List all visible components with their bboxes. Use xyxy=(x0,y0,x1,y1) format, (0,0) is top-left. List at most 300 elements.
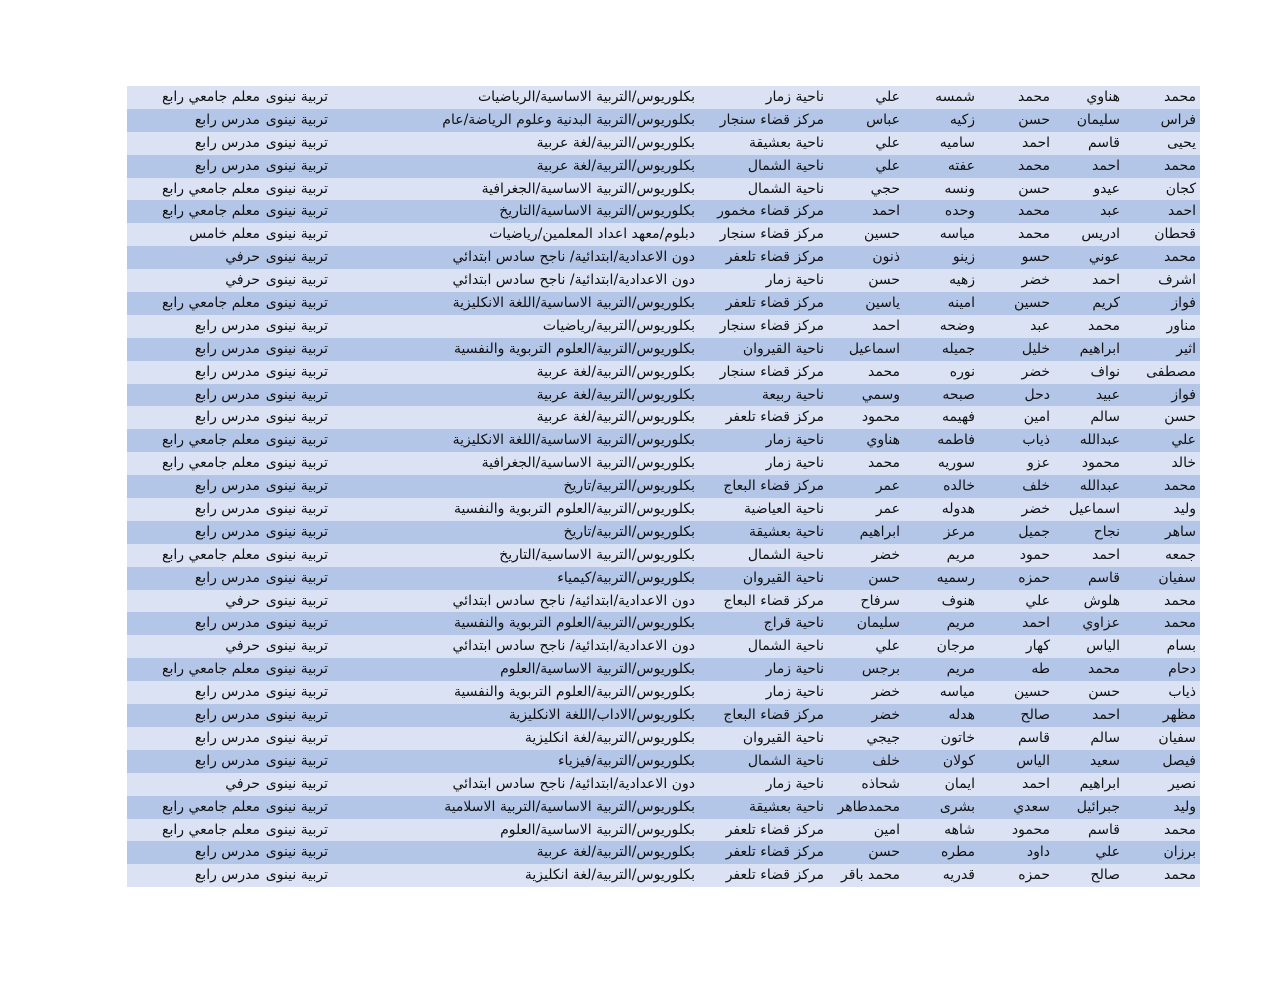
cell-grandfather-name: جميل xyxy=(1018,523,1050,540)
table-row xyxy=(127,635,1200,658)
cell-directorate: تربية نينوى xyxy=(265,340,328,357)
cell-district: ناحية القيروان xyxy=(742,729,824,746)
cell-mother-name: خاتون xyxy=(940,729,975,746)
cell-grandfather-name: امين xyxy=(1023,409,1050,426)
cell-first-name: نصير xyxy=(1168,775,1196,792)
cell-directorate: تربية نينوى xyxy=(265,523,328,540)
table-row xyxy=(127,429,1200,452)
cell-district: مركز قضاء تلعفر xyxy=(725,409,824,426)
cell-father-name: ابراهيم xyxy=(1079,340,1120,357)
cell-district: ناحية الشمال xyxy=(747,157,824,174)
cell-father-name: اسماعيل xyxy=(1068,501,1120,518)
cell-qualification: بكلوريوس/التربية الاساسية/الجغرافية xyxy=(481,455,695,472)
cell-mother-father-name: عباس xyxy=(866,111,900,128)
cell-job-title: مدرس رابع xyxy=(194,478,260,495)
cell-qualification: بكلوريوس/التربية/لغة عربية xyxy=(536,844,695,861)
cell-directorate: تربية نينوى xyxy=(265,867,328,884)
table-row xyxy=(127,864,1200,887)
cell-grandfather-name: عزو xyxy=(1027,455,1050,472)
cell-qualification: دون الاعدادية/ابتدائية/ ناجح سادس ابتدائي xyxy=(452,592,695,609)
cell-job-title: معلم جامعي رابع xyxy=(162,821,260,838)
cell-district: مركز قضاء تلعفر xyxy=(725,821,824,838)
cell-mother-name: فهيمه xyxy=(942,409,975,426)
cell-directorate: تربية نينوى xyxy=(265,729,328,746)
cell-mother-father-name: محمود xyxy=(861,409,900,426)
cell-mother-name: زهيه xyxy=(949,272,975,289)
cell-district: ناحية الشمال xyxy=(747,546,824,563)
cell-first-name: محمد xyxy=(1164,157,1196,174)
cell-mother-name: مريم xyxy=(946,661,975,678)
cell-directorate: تربية نينوى xyxy=(265,569,328,586)
cell-grandfather-name: حسين xyxy=(1013,295,1050,312)
cell-district: مركز قضاء سنجار xyxy=(719,111,824,128)
cell-father-name: احمد xyxy=(1092,546,1120,563)
cell-directorate: تربية نينوى xyxy=(265,546,328,563)
cell-job-title: مدرس رابع xyxy=(194,317,260,334)
cell-mother-father-name: ذنون xyxy=(872,249,900,266)
cell-first-name: محمد xyxy=(1164,249,1196,266)
cell-district: مركز قضاء مخمور xyxy=(717,203,824,220)
cell-father-name: عيدو xyxy=(1093,180,1120,197)
cell-first-name: ذياب xyxy=(1168,684,1196,701)
cell-job-title: معلم جامعي رابع xyxy=(162,89,260,105)
cell-father-name: عبيد xyxy=(1095,386,1120,403)
cell-mother-father-name: علي xyxy=(875,638,900,655)
cell-job-title: مدرس رابع xyxy=(194,340,260,357)
cell-mother-name: وحده xyxy=(944,203,975,220)
cell-grandfather-name: محمد xyxy=(1018,203,1050,220)
cell-mother-name: هنوف xyxy=(941,592,975,609)
cell-grandfather-name: دحل xyxy=(1024,386,1050,403)
cell-mother-name: وضحه xyxy=(939,317,975,334)
cell-directorate: تربية نينوى xyxy=(265,638,328,655)
cell-father-name: جبرائيل xyxy=(1076,798,1120,815)
cell-job-title: معلم جامعي رابع xyxy=(162,203,260,220)
cell-mother-father-name: خضر xyxy=(871,707,900,724)
cell-mother-name: ايمان xyxy=(944,775,975,792)
cell-mother-name: مطره xyxy=(940,844,975,861)
cell-mother-name: خالده xyxy=(943,478,975,495)
cell-first-name: محمد xyxy=(1164,89,1196,105)
cell-father-name: محمود xyxy=(1081,455,1120,472)
cell-directorate: تربية نينوى xyxy=(265,134,328,151)
cell-grandfather-name: خضر xyxy=(1021,501,1050,518)
cell-directorate: تربية نينوى xyxy=(265,180,328,197)
cell-grandfather-name: خضر xyxy=(1021,272,1050,289)
cell-mother-name: زينو xyxy=(952,249,975,266)
cell-job-title: معلم جامعي رابع xyxy=(162,180,260,197)
table-row xyxy=(127,544,1200,567)
cell-district: مركز قضاء سنجار xyxy=(719,226,824,243)
cell-qualification: بكلوريوس/التربية/العلوم التربوية والنفسية xyxy=(453,615,695,632)
cell-qualification: بكلوريوس/الاداب/اللغة الانكليزية xyxy=(508,707,695,724)
cell-qualification: بكلوريوس/التربية الاساسية/التربية الاسلامية xyxy=(444,798,695,815)
cell-mother-name: مريم xyxy=(946,615,975,632)
cell-mother-name: قدريه xyxy=(942,867,975,884)
table-row xyxy=(127,750,1200,773)
cell-mother-father-name: محمدطاهر xyxy=(837,798,900,815)
cell-father-name: ادريس xyxy=(1081,226,1120,243)
cell-directorate: تربية نينوى xyxy=(265,844,328,861)
cell-directorate: تربية نينوى xyxy=(265,661,328,678)
cell-qualification: بكلوريوس/التربية البدنية وعلوم الرياضة/عام xyxy=(442,111,695,128)
cell-job-title: معلم جامعي رابع xyxy=(162,432,260,449)
table-row xyxy=(127,612,1200,635)
table-row xyxy=(127,681,1200,704)
cell-qualification: بكلوريوس/التربية الاساسية/اللغة الانكليزية xyxy=(452,295,695,312)
cell-father-name: سليمان xyxy=(1076,111,1120,128)
cell-mother-father-name: حسين xyxy=(863,226,900,243)
cell-mother-father-name: ابراهيم xyxy=(859,523,900,540)
cell-first-name: حسن xyxy=(1164,409,1196,426)
cell-qualification: بكلوريوس/التربية/لغة انكليزية xyxy=(524,867,695,884)
cell-first-name: ساهر xyxy=(1164,523,1196,540)
cell-mother-name: مياسه xyxy=(939,226,975,243)
cell-job-title: مدرس رابع xyxy=(194,684,260,701)
cell-job-title: مدرس رابع xyxy=(194,409,260,426)
table-row xyxy=(127,567,1200,590)
cell-mother-father-name: محمد xyxy=(868,455,900,472)
cell-job-title: مدرس رابع xyxy=(194,867,260,884)
cell-mother-name: زكيه xyxy=(949,111,975,128)
cell-mother-father-name: سرفاح xyxy=(860,592,900,609)
table-row xyxy=(127,223,1200,246)
cell-father-name: حسن xyxy=(1088,684,1120,701)
cell-first-name: مصطفى xyxy=(1146,363,1196,380)
cell-mother-name: عفته xyxy=(947,157,975,174)
cell-first-name: برزان xyxy=(1163,844,1196,861)
cell-father-name: قاسم xyxy=(1087,821,1120,838)
cell-mother-father-name: هناوي xyxy=(866,432,900,449)
cell-district: ناحية القيروان xyxy=(742,340,824,357)
cell-district: مركز قضاء سنجار xyxy=(719,363,824,380)
cell-grandfather-name: ذياب xyxy=(1022,432,1050,449)
cell-job-title: معلم جامعي رابع xyxy=(162,661,260,678)
cell-qualification: بكلوريوس/التربية/لغة عربية xyxy=(536,157,695,174)
cell-directorate: تربية نينوى xyxy=(265,203,328,220)
cell-district: ناحية زمار xyxy=(765,432,824,449)
cell-mother-name: كولان xyxy=(942,752,975,769)
cell-father-name: الياس xyxy=(1086,638,1120,655)
cell-job-title: مدرس رابع xyxy=(194,134,260,151)
cell-grandfather-name: احمد xyxy=(1022,615,1050,632)
cell-father-name: هلوش xyxy=(1083,592,1120,609)
cell-qualification: بكلوريوس/التربية الاساسية/العلوم xyxy=(500,821,695,838)
cell-district: ناحية الشمال xyxy=(747,752,824,769)
cell-qualification: بكلوريوس/التربية/لغة عربية xyxy=(536,363,695,380)
cell-mother-name: مريم xyxy=(946,546,975,563)
cell-mother-name: امينه xyxy=(947,295,975,312)
cell-qualification: بكلوريوس/التربية الاساسية/الرياضيات xyxy=(477,89,695,105)
cell-first-name: فواز xyxy=(1171,386,1196,403)
table-row xyxy=(127,315,1200,338)
cell-mother-name: مرعز xyxy=(943,523,975,540)
cell-first-name: محمد xyxy=(1164,821,1196,838)
cell-first-name: مظهر xyxy=(1162,707,1196,724)
table-row xyxy=(127,200,1200,223)
cell-directorate: تربية نينوى xyxy=(265,752,328,769)
cell-mother-father-name: عمر xyxy=(875,478,900,495)
table-row xyxy=(127,109,1200,132)
cell-mother-father-name: حسن xyxy=(868,844,900,861)
cell-district: مركز قضاء تلعفر xyxy=(725,844,824,861)
cell-mother-name: ساميه xyxy=(939,134,975,151)
cell-qualification: دون الاعدادية/ابتدائية/ ناجح سادس ابتدائي xyxy=(452,638,695,655)
cell-grandfather-name: طه xyxy=(1031,661,1050,678)
cell-qualification: بكلوريوس/التربية/لغة عربية xyxy=(536,134,695,151)
cell-grandfather-name: داود xyxy=(1026,844,1050,861)
cell-directorate: تربية نينوى xyxy=(265,363,328,380)
cell-directorate: تربية نينوى xyxy=(265,821,328,838)
cell-mother-father-name: خلف xyxy=(872,752,900,769)
cell-directorate: تربية نينوى xyxy=(265,317,328,334)
cell-district: ناحية ربيعة xyxy=(761,386,824,403)
cell-mother-father-name: ياسين xyxy=(865,295,900,312)
cell-district: ناحية زمار xyxy=(765,89,824,105)
table-row xyxy=(127,475,1200,498)
table-row xyxy=(127,86,1200,109)
cell-directorate: تربية نينوى xyxy=(265,615,328,632)
cell-father-name: كريم xyxy=(1092,295,1120,312)
cell-job-title: حرفي xyxy=(225,249,260,266)
cell-mother-father-name: خضر xyxy=(871,546,900,563)
cell-mother-father-name: حسن xyxy=(868,272,900,289)
cell-grandfather-name: كهار xyxy=(1025,638,1050,655)
cell-grandfather-name: حسين xyxy=(1013,684,1050,701)
cell-grandfather-name: حمزه xyxy=(1018,867,1050,884)
cell-job-title: معلم جامعي رابع xyxy=(162,455,260,472)
cell-job-title: مدرس رابع xyxy=(194,386,260,403)
cell-directorate: تربية نينوى xyxy=(265,89,328,105)
cell-first-name: وليد xyxy=(1173,501,1196,518)
cell-mother-father-name: برجس xyxy=(861,661,900,678)
cell-district: مركز قضاء تلعفر xyxy=(725,249,824,266)
cell-job-title: مدرس رابع xyxy=(194,707,260,724)
cell-father-name: عزاوي xyxy=(1082,615,1120,632)
cell-qualification: بكلوريوس/التربية/العلوم التربوية والنفسية xyxy=(453,501,695,518)
cell-first-name: اشرف xyxy=(1158,272,1196,289)
cell-mother-father-name: علي xyxy=(875,157,900,174)
cell-qualification: بكلوريوس/التربية/تاريخ xyxy=(563,523,695,540)
cell-first-name: فراس xyxy=(1160,111,1196,128)
cell-directorate: تربية نينوى xyxy=(265,432,328,449)
cell-job-title: مدرس رابع xyxy=(194,501,260,518)
cell-first-name: بسام xyxy=(1166,638,1196,655)
cell-grandfather-name: عبد xyxy=(1030,317,1050,334)
cell-father-name: سالم xyxy=(1090,729,1120,746)
cell-district: ناحية زمار xyxy=(765,272,824,289)
cell-qualification: بكلوريوس/التربية/العلوم التربوية والنفسية xyxy=(453,684,695,701)
cell-district: مركز قضاء البعاج xyxy=(723,592,824,609)
cell-district: مركز قضاء سنجار xyxy=(719,317,824,334)
cell-district: ناحية بعشيقة xyxy=(749,523,824,540)
cell-district: مركز قضاء تلعفر xyxy=(725,867,824,884)
cell-district: ناحية العياضية xyxy=(743,501,824,518)
cell-qualification: بكلوريوس/التربية الاساسية/اللغة الانكليزية xyxy=(452,432,695,449)
table-row xyxy=(127,246,1200,269)
cell-district: ناحية القيروان xyxy=(742,569,824,586)
cell-district: مركز قضاء البعاج xyxy=(723,707,824,724)
cell-first-name: فيصل xyxy=(1162,752,1196,769)
cell-mother-name: رسميه xyxy=(936,569,975,586)
cell-first-name: محمد xyxy=(1164,867,1196,884)
cell-mother-name: مياسه xyxy=(939,684,975,701)
cell-job-title: حرفي xyxy=(225,272,260,289)
table-row xyxy=(127,452,1200,475)
cell-mother-father-name: عمر xyxy=(875,501,900,518)
table-row xyxy=(127,658,1200,681)
cell-first-name: قحطان xyxy=(1154,226,1196,243)
cell-mother-name: هدله xyxy=(948,707,975,724)
cell-qualification: بكلوريوس/التربية/كيمياء xyxy=(557,569,695,586)
table-row xyxy=(127,132,1200,155)
cell-directorate: تربية نينوى xyxy=(265,295,328,312)
cell-mother-name: ونسه xyxy=(944,180,975,197)
cell-father-name: احمد xyxy=(1092,272,1120,289)
cell-directorate: تربية نينوى xyxy=(265,478,328,495)
cell-grandfather-name: محمد xyxy=(1018,157,1050,174)
cell-grandfather-name: الياس xyxy=(1016,752,1050,769)
cell-qualification: بكلوريوس/التربية الاساسية/العلوم xyxy=(500,661,695,678)
table-row xyxy=(127,727,1200,750)
cell-grandfather-name: علي xyxy=(1025,592,1050,609)
cell-directorate: تربية نينوى xyxy=(265,455,328,472)
cell-grandfather-name: محمد xyxy=(1018,226,1050,243)
cell-grandfather-name: احمد xyxy=(1022,134,1050,151)
cell-job-title: مدرس رابع xyxy=(194,752,260,769)
cell-job-title: معلم جامعي رابع xyxy=(162,798,260,815)
table-row xyxy=(127,841,1200,864)
cell-job-title: مدرس رابع xyxy=(194,615,260,632)
cell-mother-father-name: محمد xyxy=(868,363,900,380)
cell-directorate: تربية نينوى xyxy=(265,272,328,289)
cell-qualification: بكلوريوس/التربية/تاريخ xyxy=(563,478,695,495)
cell-mother-father-name: سليمان xyxy=(856,615,900,632)
cell-job-title: مدرس رابع xyxy=(194,844,260,861)
cell-grandfather-name: حسو xyxy=(1021,249,1050,266)
table-row xyxy=(127,796,1200,819)
cell-father-name: عوني xyxy=(1088,249,1120,266)
cell-job-title: معلم جامعي رابع xyxy=(162,295,260,312)
cell-father-name: عبدالله xyxy=(1079,478,1120,495)
cell-mother-name: جميله xyxy=(941,340,975,357)
cell-qualification: دون الاعدادية/ابتدائية/ ناجح سادس ابتدائي xyxy=(452,249,695,266)
cell-directorate: تربية نينوى xyxy=(265,684,328,701)
cell-grandfather-name: حمزه xyxy=(1018,569,1050,586)
cell-job-title: معلم خامس xyxy=(189,226,260,243)
cell-job-title: مدرس رابع xyxy=(194,157,260,174)
cell-qualification: دون الاعدادية/ابتدائية/ ناجح سادس ابتدائي xyxy=(452,775,695,792)
cell-directorate: تربية نينوى xyxy=(265,775,328,792)
table-row xyxy=(127,292,1200,315)
cell-first-name: كجان xyxy=(1165,180,1196,197)
cell-father-name: قاسم xyxy=(1087,134,1120,151)
cell-job-title: معلم جامعي رابع xyxy=(162,546,260,563)
cell-job-title: حرفي xyxy=(225,638,260,655)
cell-mother-name: صبحه xyxy=(942,386,975,403)
cell-qualification: بكلوريوس/التربية/فيزياء xyxy=(557,752,695,769)
cell-first-name: اثير xyxy=(1176,340,1196,357)
cell-district: ناحية زمار xyxy=(765,775,824,792)
cell-father-name: علي xyxy=(1095,844,1120,861)
cell-mother-father-name: علي xyxy=(875,134,900,151)
cell-district: مركز قضاء تلعفر xyxy=(725,295,824,312)
cell-mother-name: مرجان xyxy=(936,638,975,655)
cell-directorate: تربية نينوى xyxy=(265,386,328,403)
cell-grandfather-name: سعدي xyxy=(1013,798,1050,815)
cell-grandfather-name: احمد xyxy=(1022,775,1050,792)
cell-father-name: احمد xyxy=(1092,707,1120,724)
cell-district: ناحية زمار xyxy=(765,661,824,678)
cell-mother-father-name: احمد xyxy=(872,203,900,220)
cell-grandfather-name: محمد xyxy=(1018,89,1050,105)
cell-job-title: مدرس رابع xyxy=(194,111,260,128)
cell-father-name: محمد xyxy=(1088,661,1120,678)
cell-first-name: سفيان xyxy=(1158,729,1196,746)
cell-qualification: بكلوريوس/التربية الاساسية/التاريخ xyxy=(499,546,695,563)
cell-grandfather-name: خلف xyxy=(1022,478,1050,495)
cell-first-name: وليد xyxy=(1173,798,1196,815)
cell-mother-name: هدوله xyxy=(941,501,975,518)
cell-first-name: دحام xyxy=(1168,661,1196,678)
cell-grandfather-name: قاسم xyxy=(1017,729,1050,746)
cell-district: ناحية بعشيقة xyxy=(749,798,824,815)
cell-qualification: بكلوريوس/التربية/العلوم التربوية والنفسية xyxy=(453,340,695,357)
cell-job-title: مدرس رابع xyxy=(194,729,260,746)
cell-directorate: تربية نينوى xyxy=(265,409,328,426)
cell-first-name: خالد xyxy=(1171,455,1196,472)
cell-first-name: محمد xyxy=(1164,615,1196,632)
cell-grandfather-name: خضر xyxy=(1021,363,1050,380)
cell-mother-name: شمسه xyxy=(935,89,975,105)
cell-mother-father-name: وسمي xyxy=(861,386,900,403)
cell-mother-name: بشرى xyxy=(939,798,975,815)
cell-father-name: محمد xyxy=(1088,317,1120,334)
cell-grandfather-name: صالح xyxy=(1020,707,1050,724)
cell-qualification: بكلوريوس/التربية الاساسية/الجغرافية xyxy=(481,180,695,197)
cell-job-title: حرفي xyxy=(225,592,260,609)
cell-first-name: فواز xyxy=(1171,295,1196,312)
spreadsheet-table xyxy=(127,86,1200,887)
cell-district: ناحية بعشيقة xyxy=(749,134,824,151)
cell-directorate: تربية نينوى xyxy=(265,111,328,128)
cell-first-name: جمعه xyxy=(1164,546,1196,563)
cell-first-name: مناور xyxy=(1166,317,1196,334)
table-row xyxy=(127,704,1200,727)
table-row xyxy=(127,590,1200,613)
cell-mother-father-name: حجي xyxy=(870,180,900,197)
cell-mother-father-name: احمد xyxy=(872,317,900,334)
cell-qualification: دبلوم/معهد اعداد المعلمين/رياضيات xyxy=(489,226,695,243)
cell-grandfather-name: حسن xyxy=(1018,111,1050,128)
cell-grandfather-name: محمود xyxy=(1011,821,1050,838)
table-row xyxy=(127,406,1200,429)
cell-first-name: سفيان xyxy=(1158,569,1196,586)
cell-father-name: صالح xyxy=(1090,867,1120,884)
cell-mother-father-name: جيجي xyxy=(866,729,900,746)
cell-job-title: مدرس رابع xyxy=(194,523,260,540)
cell-father-name: ابراهيم xyxy=(1079,775,1120,792)
cell-father-name: نجاح xyxy=(1093,523,1120,540)
cell-district: ناحية الشمال xyxy=(747,638,824,655)
table-row xyxy=(127,338,1200,361)
cell-directorate: تربية نينوى xyxy=(265,249,328,266)
cell-mother-father-name: امين xyxy=(873,821,900,838)
cell-first-name: محمد xyxy=(1164,478,1196,495)
cell-district: ناحية زمار xyxy=(765,455,824,472)
cell-grandfather-name: خليل xyxy=(1021,340,1050,357)
cell-father-name: سعيد xyxy=(1089,752,1120,769)
